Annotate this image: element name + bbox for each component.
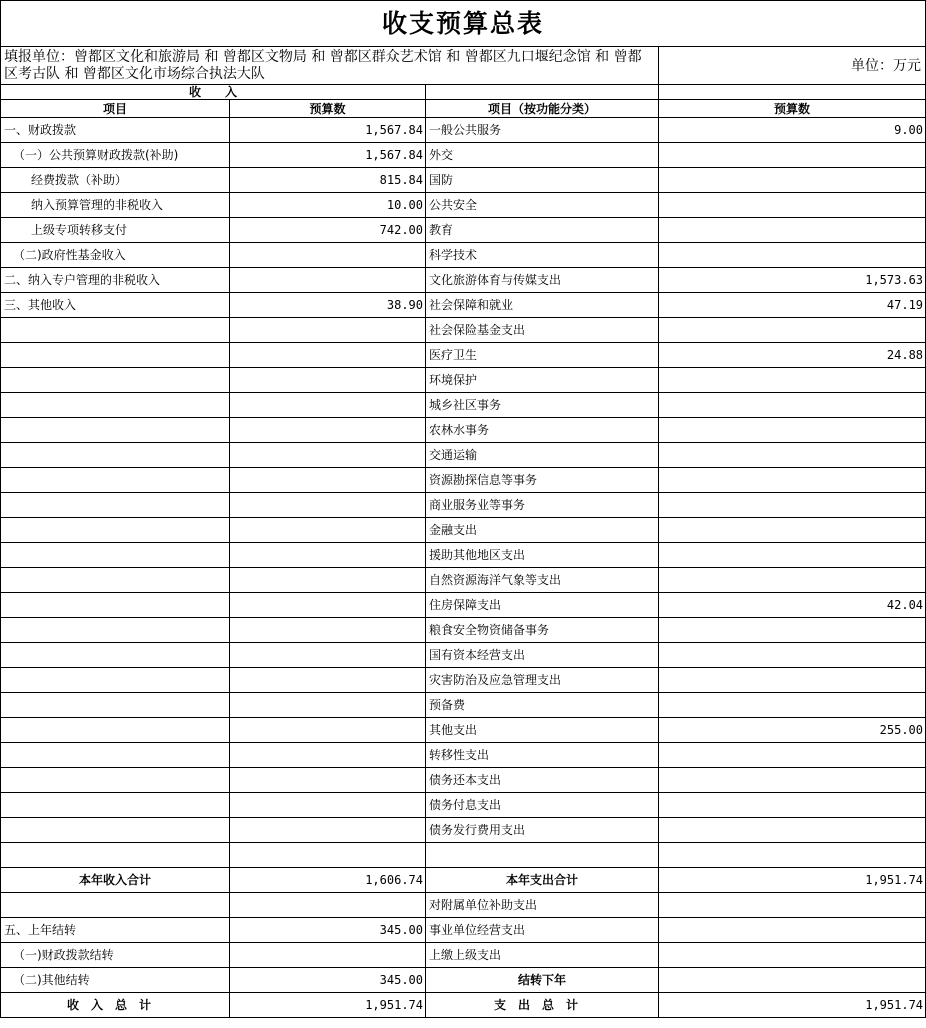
expense-budget: 42.04 (659, 593, 926, 618)
income-budget (230, 643, 426, 668)
expense-budget (659, 243, 926, 268)
table-row (1, 243, 926, 268)
income-budget (230, 343, 426, 368)
income-budget: 38.90 (230, 293, 426, 318)
income-item (1, 518, 230, 543)
table-row (1, 718, 926, 743)
table-row (1, 968, 926, 993)
table-row (1, 443, 926, 468)
expense-budget: 47.19 (659, 293, 926, 318)
income-item (1, 368, 230, 393)
fill-unit: 填报单位：曾都区文化和旅游局 和 曾都区文物局 和 曾都区群众艺术馆 和 曾都区九口堰纪念馆 和 曾都区考古队 和 曾都区文化市场综合执法大队 (1, 47, 659, 85)
expense-budget (659, 668, 926, 693)
income-item: 纳入预算管理的非税收入 (1, 193, 230, 218)
expense-item: 金融支出 (426, 518, 659, 543)
income-budget (230, 568, 426, 593)
income-item (1, 318, 230, 343)
income-item: 二、纳入专户管理的非税收入 (1, 268, 230, 293)
income-item: 经费拨款（补助） (1, 168, 230, 193)
expense-item: 医疗卫生 (426, 343, 659, 368)
expense-budget (659, 643, 926, 668)
expense-budget (659, 843, 926, 868)
expense-item: 科学技术 (426, 243, 659, 268)
expense-budget (659, 768, 926, 793)
expense-budget (659, 793, 926, 818)
table-row (1, 393, 926, 418)
expense-budget (659, 818, 926, 843)
table-row (1, 893, 926, 918)
table-row (1, 593, 926, 618)
income-budget: 742.00 (230, 218, 426, 243)
expense-item: 援助其他地区支出 (426, 543, 659, 568)
income-budget (230, 468, 426, 493)
grand-total-row (1, 993, 926, 1018)
income-budget (230, 418, 426, 443)
income-budget (230, 818, 426, 843)
table-row (1, 743, 926, 768)
expense-item: 国有资本经营支出 (426, 643, 659, 668)
income-item: （二)政府性基金收入 (1, 243, 230, 268)
income-item: 五、上年结转 (1, 918, 230, 943)
income-item (1, 768, 230, 793)
income-budget (230, 943, 426, 968)
table-row (1, 568, 926, 593)
expense-item: 债务还本支出 (426, 768, 659, 793)
income-item: 一、财政拨款 (1, 118, 230, 143)
income-budget: 1,567.84 (230, 143, 426, 168)
income-item (1, 343, 230, 368)
income-budget: 815.84 (230, 168, 426, 193)
income-item (1, 643, 230, 668)
expense-budget (659, 893, 926, 918)
expense-item: 城乡社区事务 (426, 393, 659, 418)
expense-budget (659, 743, 926, 768)
income-budget (230, 843, 426, 868)
expense-budget (659, 493, 926, 518)
table-row (1, 218, 926, 243)
table-row (1, 193, 926, 218)
expense-budget (659, 368, 926, 393)
year-income-value: 1,606.74 (230, 868, 426, 893)
expense-item: 自然资源海洋气象等支出 (426, 568, 659, 593)
income-budget (230, 743, 426, 768)
table-row (1, 318, 926, 343)
income-budget (230, 368, 426, 393)
expense-item: 其他支出 (426, 718, 659, 743)
income-item (1, 418, 230, 443)
expense-item: 社会保障和就业 (426, 293, 659, 318)
income-item: （二)其他结转 (1, 968, 230, 993)
expense-item: 农林水事务 (426, 418, 659, 443)
income-budget (230, 718, 426, 743)
expense-item: 社会保险基金支出 (426, 318, 659, 343)
income-budget (230, 793, 426, 818)
expense-item: 灾害防治及应急管理支出 (426, 668, 659, 693)
table-row (1, 693, 926, 718)
expense-budget (659, 918, 926, 943)
expense-item: 国防 (426, 168, 659, 193)
grand-income-label: 收入总计 (1, 993, 230, 1018)
expense-budget (659, 968, 926, 993)
expense-item (426, 843, 659, 868)
grand-expense-value: 1,951.74 (659, 993, 926, 1018)
expense-budget (659, 443, 926, 468)
table-row (1, 918, 926, 943)
income-budget (230, 243, 426, 268)
year-expense-value: 1,951.74 (659, 868, 926, 893)
expense-budget (659, 693, 926, 718)
expense-item: 商业服务业等事务 (426, 493, 659, 518)
col-header-func-item: 项目（按功能分类） (426, 100, 659, 118)
col-header-func-budget: 预算数 (659, 100, 926, 118)
table-row (1, 618, 926, 643)
income-budget (230, 543, 426, 568)
table-row (1, 268, 926, 293)
income-budget: 345.00 (230, 918, 426, 943)
totals-row (1, 868, 926, 893)
expense-budget: 24.88 (659, 343, 926, 368)
income-item (1, 818, 230, 843)
income-item (1, 618, 230, 643)
table-row (1, 668, 926, 693)
expense-budget: 255.00 (659, 718, 926, 743)
income-item (1, 743, 230, 768)
table-row (1, 168, 926, 193)
income-item (1, 468, 230, 493)
income-budget: 1,567.84 (230, 118, 426, 143)
income-item (1, 793, 230, 818)
expense-budget (659, 168, 926, 193)
expense-item: 事业单位经营支出 (426, 918, 659, 943)
income-budget (230, 618, 426, 643)
section-income-header: 收 入 (1, 85, 426, 100)
table-row (1, 293, 926, 318)
income-item (1, 568, 230, 593)
section-expense-header-right (659, 85, 926, 100)
income-item (1, 843, 230, 868)
income-item: （一)财政拨款结转 (1, 943, 230, 968)
table-row (1, 943, 926, 968)
expense-budget (659, 518, 926, 543)
expense-budget (659, 543, 926, 568)
expense-item: 交通运输 (426, 443, 659, 468)
col-header-budget: 预算数 (230, 100, 426, 118)
section-expense-header (426, 85, 659, 100)
table-row (1, 818, 926, 843)
expense-item: 文化旅游体育与传媒支出 (426, 268, 659, 293)
table-row (1, 543, 926, 568)
unit-label: 单位：万元 (659, 47, 926, 85)
income-item: 上级专项转移支付 (1, 218, 230, 243)
expense-item: 结转下年 (426, 968, 659, 993)
expense-item: 预备费 (426, 693, 659, 718)
expense-item: 外交 (426, 143, 659, 168)
expense-item: 资源勘探信息等事务 (426, 468, 659, 493)
income-budget (230, 693, 426, 718)
income-budget (230, 318, 426, 343)
income-budget (230, 443, 426, 468)
expense-item: 公共安全 (426, 193, 659, 218)
expense-budget (659, 468, 926, 493)
income-budget (230, 268, 426, 293)
income-item (1, 493, 230, 518)
income-item (1, 593, 230, 618)
income-budget: 10.00 (230, 193, 426, 218)
income-item (1, 668, 230, 693)
income-budget (230, 393, 426, 418)
income-budget (230, 593, 426, 618)
expense-budget (659, 318, 926, 343)
expense-item: 住房保障支出 (426, 593, 659, 618)
expense-budget (659, 418, 926, 443)
income-item (1, 393, 230, 418)
income-budget (230, 668, 426, 693)
expense-budget (659, 393, 926, 418)
table-row (1, 843, 926, 868)
expense-item: 粮食安全物资储备事务 (426, 618, 659, 643)
expense-budget: 9.00 (659, 118, 926, 143)
table-row (1, 143, 926, 168)
income-item (1, 543, 230, 568)
grand-expense-label: 支出总计 (426, 993, 659, 1018)
expense-budget (659, 143, 926, 168)
income-item (1, 693, 230, 718)
table-row (1, 793, 926, 818)
table-row (1, 368, 926, 393)
grand-income-value: 1,951.74 (230, 993, 426, 1018)
income-budget (230, 493, 426, 518)
income-item (1, 718, 230, 743)
income-budget (230, 768, 426, 793)
income-budget (230, 893, 426, 918)
table-row (1, 518, 926, 543)
income-item: （一）公共预算财政拨款(补助) (1, 143, 230, 168)
expense-budget (659, 218, 926, 243)
expense-item: 一般公共服务 (426, 118, 659, 143)
table-row (1, 118, 926, 143)
income-item: 三、其他收入 (1, 293, 230, 318)
year-income-label: 本年收入合计 (1, 868, 230, 893)
table-row (1, 768, 926, 793)
expense-budget (659, 943, 926, 968)
table-row (1, 418, 926, 443)
page-title: 收支预算总表 (1, 1, 926, 47)
expense-item: 对附属单位补助支出 (426, 893, 659, 918)
year-expense-label: 本年支出合计 (426, 868, 659, 893)
expense-budget (659, 618, 926, 643)
expense-item: 环境保护 (426, 368, 659, 393)
expense-item: 债务付息支出 (426, 793, 659, 818)
expense-item: 教育 (426, 218, 659, 243)
income-budget (230, 518, 426, 543)
expense-item: 上缴上级支出 (426, 943, 659, 968)
expense-item: 债务发行费用支出 (426, 818, 659, 843)
table-row (1, 468, 926, 493)
expense-budget (659, 568, 926, 593)
expense-budget: 1,573.63 (659, 268, 926, 293)
expense-budget (659, 193, 926, 218)
table-row (1, 343, 926, 368)
table-row (1, 643, 926, 668)
income-item (1, 443, 230, 468)
table-row (1, 493, 926, 518)
col-header-item: 项目 (1, 100, 230, 118)
income-item (1, 893, 230, 918)
income-budget: 345.00 (230, 968, 426, 993)
expense-item: 转移性支出 (426, 743, 659, 768)
